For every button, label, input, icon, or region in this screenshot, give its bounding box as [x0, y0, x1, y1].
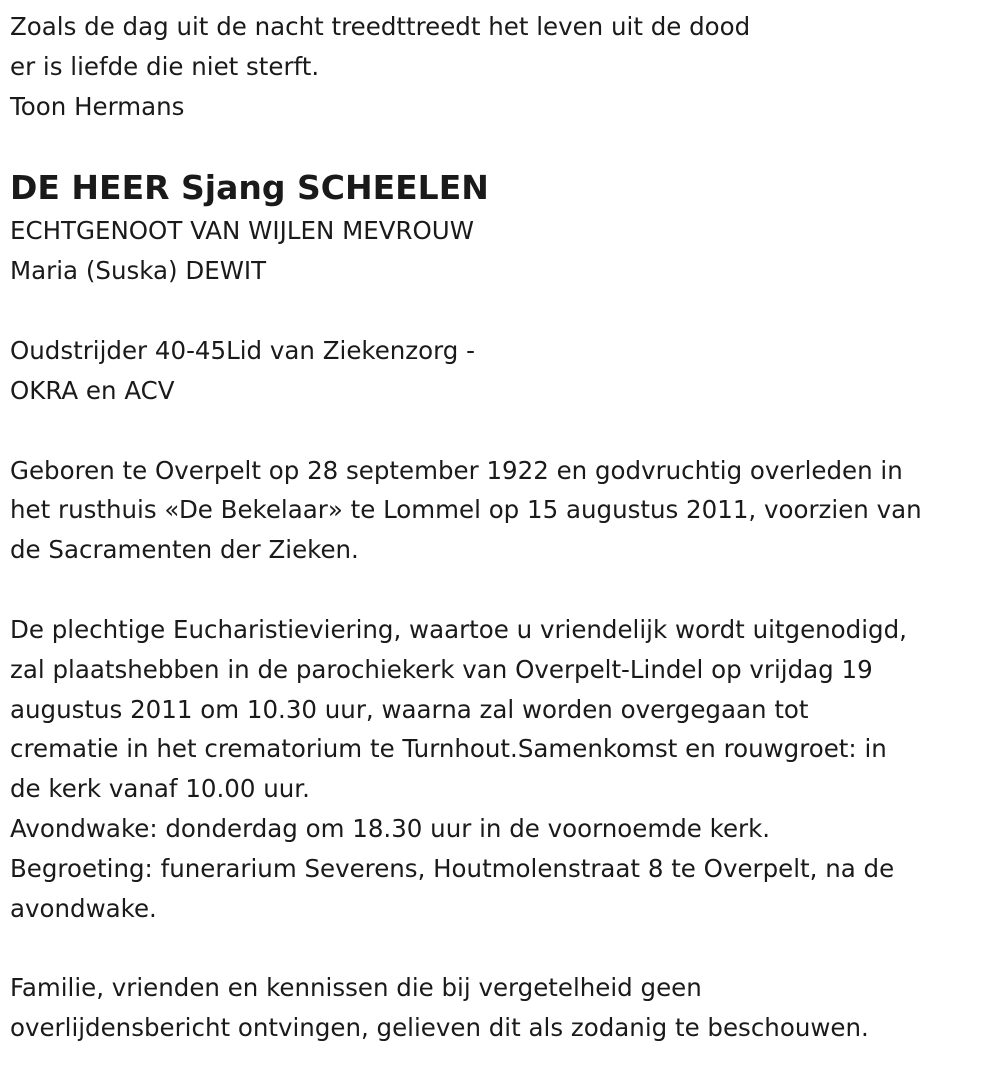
obituary-document — [10, 7, 922, 1048]
ceremony-paragraph — [10, 610, 922, 928]
membership-line: Oudstrijder 40-45Lid van Ziekenzorg - — [10, 335, 475, 365]
paragraph-line: het rusthuis «De Bekelaar» te Lommel op 15 augustus 2011, voorzien van — [10, 495, 922, 525]
memberships — [10, 331, 922, 411]
membership-line: OKRA en ACV — [10, 375, 175, 405]
deceased-name-heading: DE HEER Sjang SCHEELEN — [10, 168, 489, 208]
paragraph-line: de kerk vanaf 10.00 uur. — [10, 774, 310, 804]
quote — [10, 7, 922, 126]
paragraph-line: Avondwake: donderdag om 18.30 uur in de voornoemde kerk. — [10, 813, 771, 843]
paragraph-line: overlijdensbericht ontvingen, gelieven dit als zodanig te beschouwen. — [10, 1013, 869, 1043]
spouse-line: Maria (Suska) DEWIT — [10, 256, 267, 286]
paragraph-line: Familie, vrienden en kennissen die bij vergetelheid geen — [10, 973, 702, 1003]
quote-line: er is liefde die niet sterft. — [10, 51, 320, 81]
quote-line: Zoals de dag uit de nacht treedttreedt het leven uit de dood — [10, 12, 751, 41]
paragraph-line: crematie in het crematorium te Turnhout.Samenkomst en rouwgroet: in — [10, 734, 887, 764]
paragraph-line: de Sacramenten der Zieken. — [10, 535, 359, 565]
quote-author: Toon Hermans — [10, 91, 185, 121]
paragraph-line: zal plaatshebben in de parochiekerk van Overpelt-Lindel op vrijdag 19 — [10, 654, 873, 684]
paragraph-line: augustus 2011 om 10.30 uur, waarna zal worden overgegaan tot — [10, 694, 809, 724]
paragraph-line: Begroeting: funerarium Severens, Houtmolenstraat 8 te Overpelt, na de — [10, 853, 895, 883]
paragraph-line: De plechtige Eucharistieviering, waartoe u vriendelijk wordt uitgenodigd, — [10, 614, 907, 644]
spouse-line: ECHTGENOOT VAN WIJLEN MEVROUW — [10, 216, 474, 246]
closing-paragraph — [10, 968, 922, 1048]
birth-death-paragraph — [10, 451, 922, 570]
spouse-info — [10, 211, 922, 291]
paragraph-line: Geboren te Overpelt op 28 september 1922 en godvruchtig overleden in — [10, 455, 903, 485]
paragraph-line: avondwake. — [10, 893, 157, 923]
